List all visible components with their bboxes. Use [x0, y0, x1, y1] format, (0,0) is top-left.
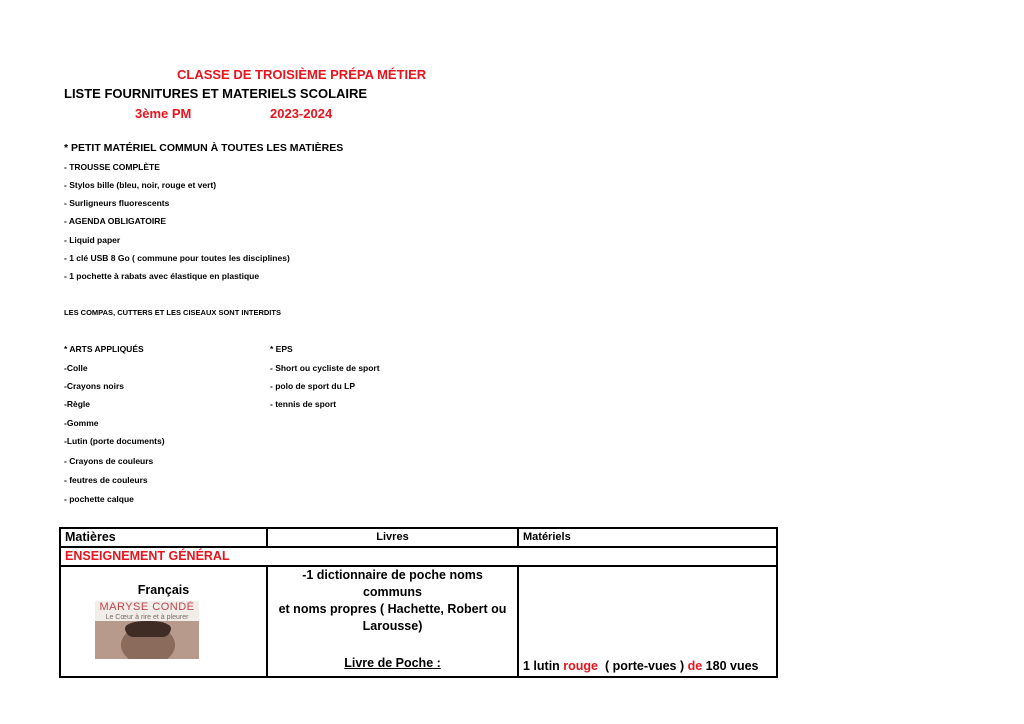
materials-text: 1 lutin [523, 659, 564, 673]
table-header-row [60, 528, 777, 547]
school-year: 2023-2024 [270, 106, 333, 121]
cover-title: Le Cœur à rire et à pleurer [105, 614, 189, 621]
common-section-title: * PETIT MATÉRIEL COMMUN À TOUTES LES MATIÈRES [64, 142, 344, 154]
list-title: LISTE FOURNITURES ET MATERIELS SCOLAIRE [64, 86, 368, 101]
common-item: - TROUSSE COMPLÈTE [64, 162, 160, 172]
header-livres: Livres [267, 528, 518, 547]
common-item: - AGENDA OBLIGATOIRE [64, 216, 166, 226]
section-enseignement-general: ENSEIGNEMENT GÉNÉRAL [60, 547, 777, 566]
materials-francais [518, 566, 777, 677]
header-materiels: Matériels [518, 528, 777, 547]
eps-section-title: * EPS [270, 344, 293, 354]
books-line: et noms propres ( Hachette, Robert ou [278, 602, 507, 616]
class-level: 3ème PM [135, 106, 192, 121]
common-item: - Surligneurs fluorescents [64, 198, 170, 208]
arts-item: -Colle [64, 363, 88, 373]
arts-item: - feutres de couleurs [64, 475, 148, 485]
arts-item: -Règle [64, 399, 90, 409]
common-item: - 1 clé USB 8 Go ( commune pour toutes les disciplines) [64, 253, 290, 263]
eps-item: - tennis de sport [270, 399, 337, 409]
books-francais [267, 566, 518, 677]
materials-text: ( porte-vues ) [598, 659, 688, 673]
pocket-book-label: Livre de Poche : [344, 656, 441, 670]
common-item: - Liquid paper [64, 235, 121, 245]
materials-text-red: de [687, 659, 703, 673]
eps-item: - polo de sport du LP [270, 381, 355, 391]
arts-item: - Crayons de couleurs [64, 456, 154, 466]
common-item: - Stylos bille (bleu, noir, rouge et vert) [64, 180, 217, 190]
section-row [60, 547, 777, 566]
arts-item: -Crayons noirs [64, 381, 124, 391]
header-matieres: Matières [60, 528, 267, 547]
books-line: -1 dictionnaire de poche noms communs [302, 568, 483, 599]
arts-section-title: * ARTS APPLIQUÉS [64, 344, 144, 354]
eps-item: - Short ou cycliste de sport [270, 363, 380, 373]
portrait-hair [125, 621, 171, 637]
arts-item: - pochette calque [64, 494, 134, 504]
materials-text: 180 vues [702, 659, 759, 673]
cover-author: MARYSE CONDÉ [99, 601, 195, 613]
books-line: Larousse) [362, 619, 423, 633]
arts-item: -Lutin (porte documents) [64, 436, 165, 446]
subject-label: Français [137, 583, 190, 597]
class-title: CLASSE DE TROISIÈME PRÉPA MÉTIER [177, 67, 427, 82]
arts-item: -Gomme [64, 418, 99, 428]
book-cover-image [95, 601, 199, 659]
forbidden-items-warning: LES COMPAS, CUTTERS ET LES CISEAUX SONT INTERDITS [64, 308, 281, 317]
common-item: - 1 pochette à rabats avec élastique en plastique [64, 271, 260, 281]
materials-color-red: rouge [563, 659, 599, 673]
